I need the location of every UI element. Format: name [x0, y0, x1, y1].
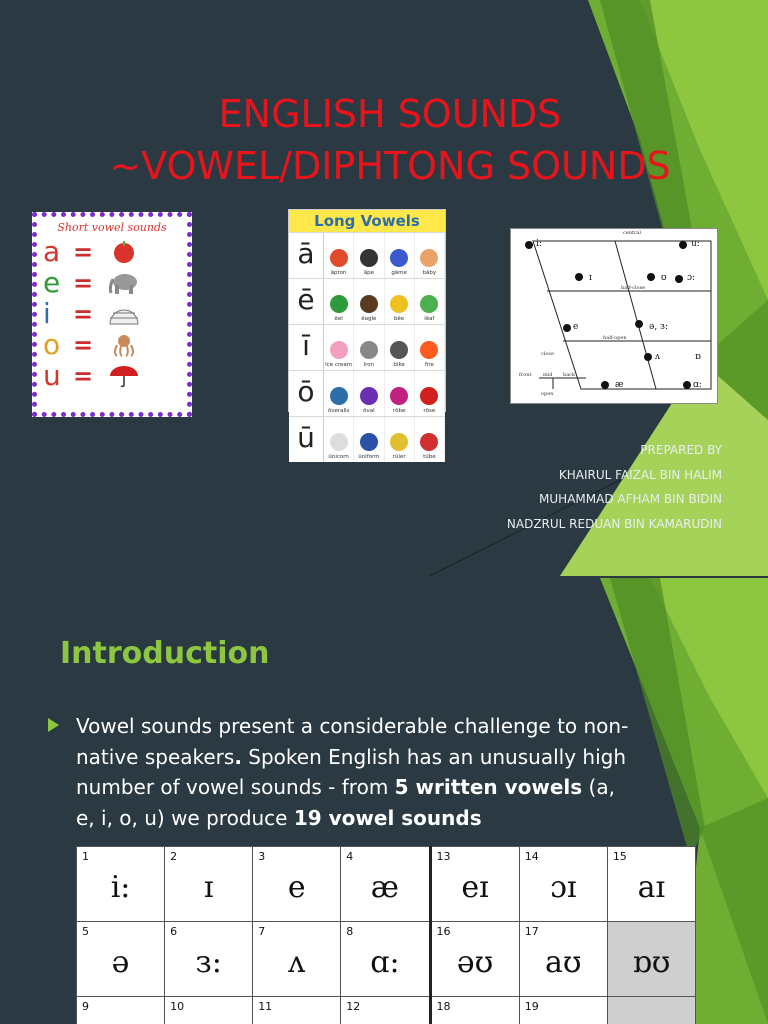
paragraph-text: Spoken English has an unusually high number of vowel sounds - from — [76, 744, 626, 799]
example-picture-icon — [420, 341, 438, 359]
long-vowel-example — [415, 325, 445, 370]
ipa-cell-number: 17 — [524, 925, 539, 938]
vowel-symbol: ʊ — [661, 273, 667, 283]
vowel-symbol: u: — [691, 239, 700, 249]
author-name: NADZRUL REDUAN BIN KAMARUDIN — [506, 516, 722, 531]
ipa-cell-number: 7 — [258, 925, 266, 938]
vowel-chart-lines — [511, 229, 717, 403]
vowel-letter: a — [43, 234, 61, 268]
paragraph-text: (a, e, i, o, u) we produce — [76, 775, 615, 830]
author-name: MUHAMMAD AFHAM BIN BIDIN — [539, 492, 722, 506]
ipa-cell — [77, 922, 165, 997]
ipa-cell-number: 18 — [436, 1000, 451, 1013]
ipa-cell — [607, 997, 695, 1024]
long-vowel-example — [354, 325, 384, 370]
long-vowel-row — [289, 232, 445, 278]
ipa-cell — [77, 997, 165, 1024]
vowel-dot — [644, 353, 652, 361]
vowel-symbol: æ — [615, 380, 624, 390]
ipa-symbol: ɒʊ — [632, 944, 671, 980]
ipa-cell-number: 2 — [170, 850, 178, 863]
example-picture-icon — [330, 341, 348, 359]
example-word: ūniform — [358, 454, 380, 460]
ipa-cell — [341, 922, 430, 997]
ipa-cell-number: 1 — [82, 850, 89, 863]
vowel-symbol: ɒ — [695, 352, 701, 362]
vowel-symbol: ɑ: — [693, 380, 702, 390]
example-picture-icon — [420, 433, 438, 451]
example-word: rōse — [423, 408, 436, 414]
ipa-symbol: əʊ — [456, 944, 494, 980]
intro-paragraph — [76, 711, 636, 833]
ipa-cell — [165, 847, 253, 922]
vowel-letter: o — [43, 327, 61, 361]
author-name: KHAIRUL FAIZAL BIN HALIM — [558, 467, 722, 482]
ipa-symbol: ɑ: — [370, 944, 400, 980]
short-vowel-row — [43, 267, 181, 298]
long-vowel-example — [354, 371, 384, 416]
vowel-dot — [675, 275, 683, 283]
ipa-cell — [430, 847, 519, 922]
ipa-cell-number: 16 — [436, 925, 451, 938]
short-vowel-row — [43, 360, 181, 391]
authors-heading: PREPARED BY — [640, 443, 722, 457]
equals-sign: = — [73, 330, 94, 359]
example-picture-icon — [330, 433, 348, 451]
long-vowel-example — [324, 279, 354, 324]
elephant-icon — [107, 271, 141, 295]
long-vowel-row — [289, 370, 445, 416]
long-vowel-letter: ī — [289, 325, 324, 370]
vowel-letter: u — [43, 358, 61, 392]
long-vowels-image — [288, 209, 446, 460]
ipa-cell — [519, 847, 607, 922]
ipa-cell — [519, 922, 607, 997]
example-picture-icon — [390, 433, 408, 451]
slide-title — [40, 88, 740, 192]
equals-sign: = — [73, 361, 94, 390]
vowel-symbol: ɪ — [589, 273, 592, 283]
long-vowel-letter: ō — [289, 371, 324, 416]
central-label: central — [623, 230, 641, 236]
long-vowel-example — [385, 371, 415, 416]
introduction-slide — [0, 578, 768, 1024]
ipa-cell-number: 14 — [524, 850, 539, 863]
vowel-symbol: e — [573, 322, 579, 332]
ipa-cell — [341, 997, 430, 1024]
ipa-symbol: ə — [111, 944, 130, 980]
long-vowel-example — [324, 371, 354, 416]
example-picture-icon — [330, 295, 348, 313]
example-word: lēaf — [424, 316, 435, 322]
ipa-vowel-table — [76, 846, 696, 1024]
bullet-arrow-icon — [48, 718, 59, 732]
ipa-cell-number: 4 — [346, 850, 354, 863]
close-label: close — [541, 351, 554, 357]
long-vowel-example — [324, 233, 354, 278]
ipa-cell-number: 9 — [82, 1000, 89, 1013]
ipa-table-row — [77, 847, 696, 922]
example-word: āpe — [363, 270, 374, 276]
ipa-cell-number: 11 — [258, 1000, 273, 1013]
vowel-sounds-emphasis: 19 vowel sounds — [293, 805, 482, 830]
ipa-symbol: ɔɪ — [550, 869, 577, 905]
open-label: open — [541, 391, 554, 397]
vowel-symbol: ə, з: — [649, 322, 668, 332]
example-word: rūler — [392, 454, 406, 460]
example-word: rōbe — [392, 408, 406, 414]
example-picture-icon — [360, 387, 378, 405]
vowel-symbol: i: — [536, 239, 542, 249]
vowel-letter: i — [43, 296, 51, 330]
ipa-cell — [607, 922, 695, 997]
ipa-symbol: i: — [110, 869, 131, 905]
ipa-cell-number: 12 — [346, 1000, 361, 1013]
ipa-cell — [253, 922, 341, 997]
example-picture-icon — [390, 341, 408, 359]
vowel-quadrilateral-chart — [510, 228, 718, 404]
ipa-symbol: ʌ — [288, 944, 306, 980]
long-vowel-example — [385, 325, 415, 370]
ipa-cell-number: 15 — [612, 850, 627, 863]
example-picture-icon — [390, 249, 408, 267]
long-vowel-example — [415, 417, 445, 462]
example-picture-icon — [360, 433, 378, 451]
ipa-cell — [519, 997, 607, 1024]
example-picture-icon — [390, 387, 408, 405]
long-vowel-example — [415, 371, 445, 416]
example-word: ōval — [363, 408, 375, 414]
long-vowel-example — [385, 279, 415, 324]
apple-icon — [107, 240, 141, 264]
back-label: back — [563, 372, 576, 378]
vowel-dot — [683, 381, 691, 389]
long-vowel-example — [324, 417, 354, 462]
long-vowel-example — [354, 233, 384, 278]
ipa-symbol: з: — [195, 944, 222, 980]
example-word: ōveralls — [327, 408, 350, 414]
long-vowel-example — [415, 233, 445, 278]
example-word: bāby — [422, 270, 437, 276]
long-vowels-title: Long Vowels — [289, 210, 445, 232]
example-picture-icon — [420, 249, 438, 267]
vowel-dot — [575, 273, 583, 281]
ipa-symbol: aʊ — [545, 944, 582, 980]
half-open-label: half-open — [603, 335, 627, 341]
ipa-cell — [253, 847, 341, 922]
ipa-table-row — [77, 922, 696, 997]
ipa-cell — [430, 922, 519, 997]
example-picture-icon — [420, 295, 438, 313]
example-word: gāme — [391, 270, 407, 276]
long-vowel-letter: ā — [289, 233, 324, 278]
ipa-cell-number: 8 — [346, 925, 354, 938]
mid-label: mid — [543, 372, 553, 378]
equals-sign: = — [73, 237, 94, 266]
example-picture-icon — [420, 387, 438, 405]
example-word: āpron — [330, 270, 347, 276]
paragraph-dot: . — [234, 744, 242, 769]
ipa-cell — [341, 847, 430, 922]
example-picture-icon — [330, 249, 348, 267]
ipa-symbol: æ — [370, 869, 399, 905]
authors-block — [507, 438, 722, 536]
half-close-label: half-close — [621, 285, 646, 291]
example-word: ēagle — [361, 316, 377, 322]
vowel-dot — [601, 381, 609, 389]
paragraph-text: Vowel sounds present a considerable challenge to non-native speakers — [76, 714, 629, 769]
vowel-symbol: ɔ: — [687, 273, 696, 283]
ipa-cell-number: 10 — [170, 1000, 185, 1013]
example-word: ēel — [334, 316, 343, 322]
long-vowel-letter: ū — [289, 417, 324, 462]
igloo-icon — [107, 302, 141, 326]
example-word: tūbe — [423, 454, 436, 460]
example-word: ūnicorn — [328, 454, 349, 460]
title-line-1: ENGLISH SOUNDS — [218, 92, 562, 136]
ipa-cell-number: 13 — [436, 850, 451, 863]
ipa-cell — [77, 847, 165, 922]
long-vowel-example — [324, 325, 354, 370]
example-picture-icon — [330, 387, 348, 405]
short-vowel-row — [43, 329, 181, 360]
example-word: īron — [363, 362, 375, 368]
front-label: front — [519, 372, 532, 378]
ipa-cell-number: 3 — [258, 850, 266, 863]
long-vowel-example — [385, 233, 415, 278]
example-picture-icon — [360, 341, 378, 359]
umbrella-icon — [107, 364, 141, 388]
short-vowel-sounds-image — [32, 212, 192, 417]
example-picture-icon — [360, 249, 378, 267]
long-vowel-example — [385, 417, 415, 462]
ipa-cell-number: 6 — [170, 925, 178, 938]
ipa-cell-number: 19 — [524, 1000, 539, 1013]
example-picture-icon — [390, 295, 408, 313]
vowel-letter: e — [43, 265, 61, 299]
short-vowel-row — [43, 236, 181, 267]
written-vowels-emphasis: 5 written vowels — [394, 775, 583, 799]
vowel-dot — [563, 324, 571, 332]
long-vowel-letter: ē — [289, 279, 324, 324]
long-vowel-row — [289, 278, 445, 324]
equals-sign: = — [73, 268, 94, 297]
short-vowel-row — [43, 298, 181, 329]
ipa-cell — [430, 997, 519, 1024]
octopus-icon — [107, 333, 141, 357]
vowel-dot — [525, 241, 533, 249]
ipa-symbol: ɪ — [203, 869, 214, 905]
title-line-2: ~VOWEL/DIPHTONG SOUNDS — [109, 144, 671, 188]
long-vowel-example — [354, 279, 384, 324]
ipa-table-row — [77, 997, 696, 1024]
equals-sign: = — [73, 299, 94, 328]
ipa-symbol: aɪ — [637, 869, 666, 905]
ipa-symbol: eɪ — [461, 869, 489, 905]
ipa-cell — [607, 847, 695, 922]
section-heading: Introduction — [60, 636, 270, 671]
long-vowel-row — [289, 324, 445, 370]
ipa-symbol: e — [287, 869, 306, 905]
vowel-dot — [679, 241, 687, 249]
vowel-dot — [635, 320, 643, 328]
example-word: īce cream — [325, 362, 353, 368]
ipa-cell-number: 5 — [82, 925, 89, 938]
long-vowel-example — [415, 279, 445, 324]
example-word: bēe — [393, 316, 405, 322]
long-vowel-example — [354, 417, 384, 462]
long-vowel-row — [289, 416, 445, 462]
ipa-cell — [165, 922, 253, 997]
example-word: fīre — [424, 362, 434, 368]
vowel-symbol: ʌ — [655, 352, 661, 362]
example-picture-icon — [360, 295, 378, 313]
ipa-cell — [253, 997, 341, 1024]
ipa-cell — [165, 997, 253, 1024]
example-word: bīke — [393, 362, 405, 368]
short-vowel-title: Short vowel sounds — [57, 221, 167, 234]
vowel-dot — [647, 273, 655, 281]
